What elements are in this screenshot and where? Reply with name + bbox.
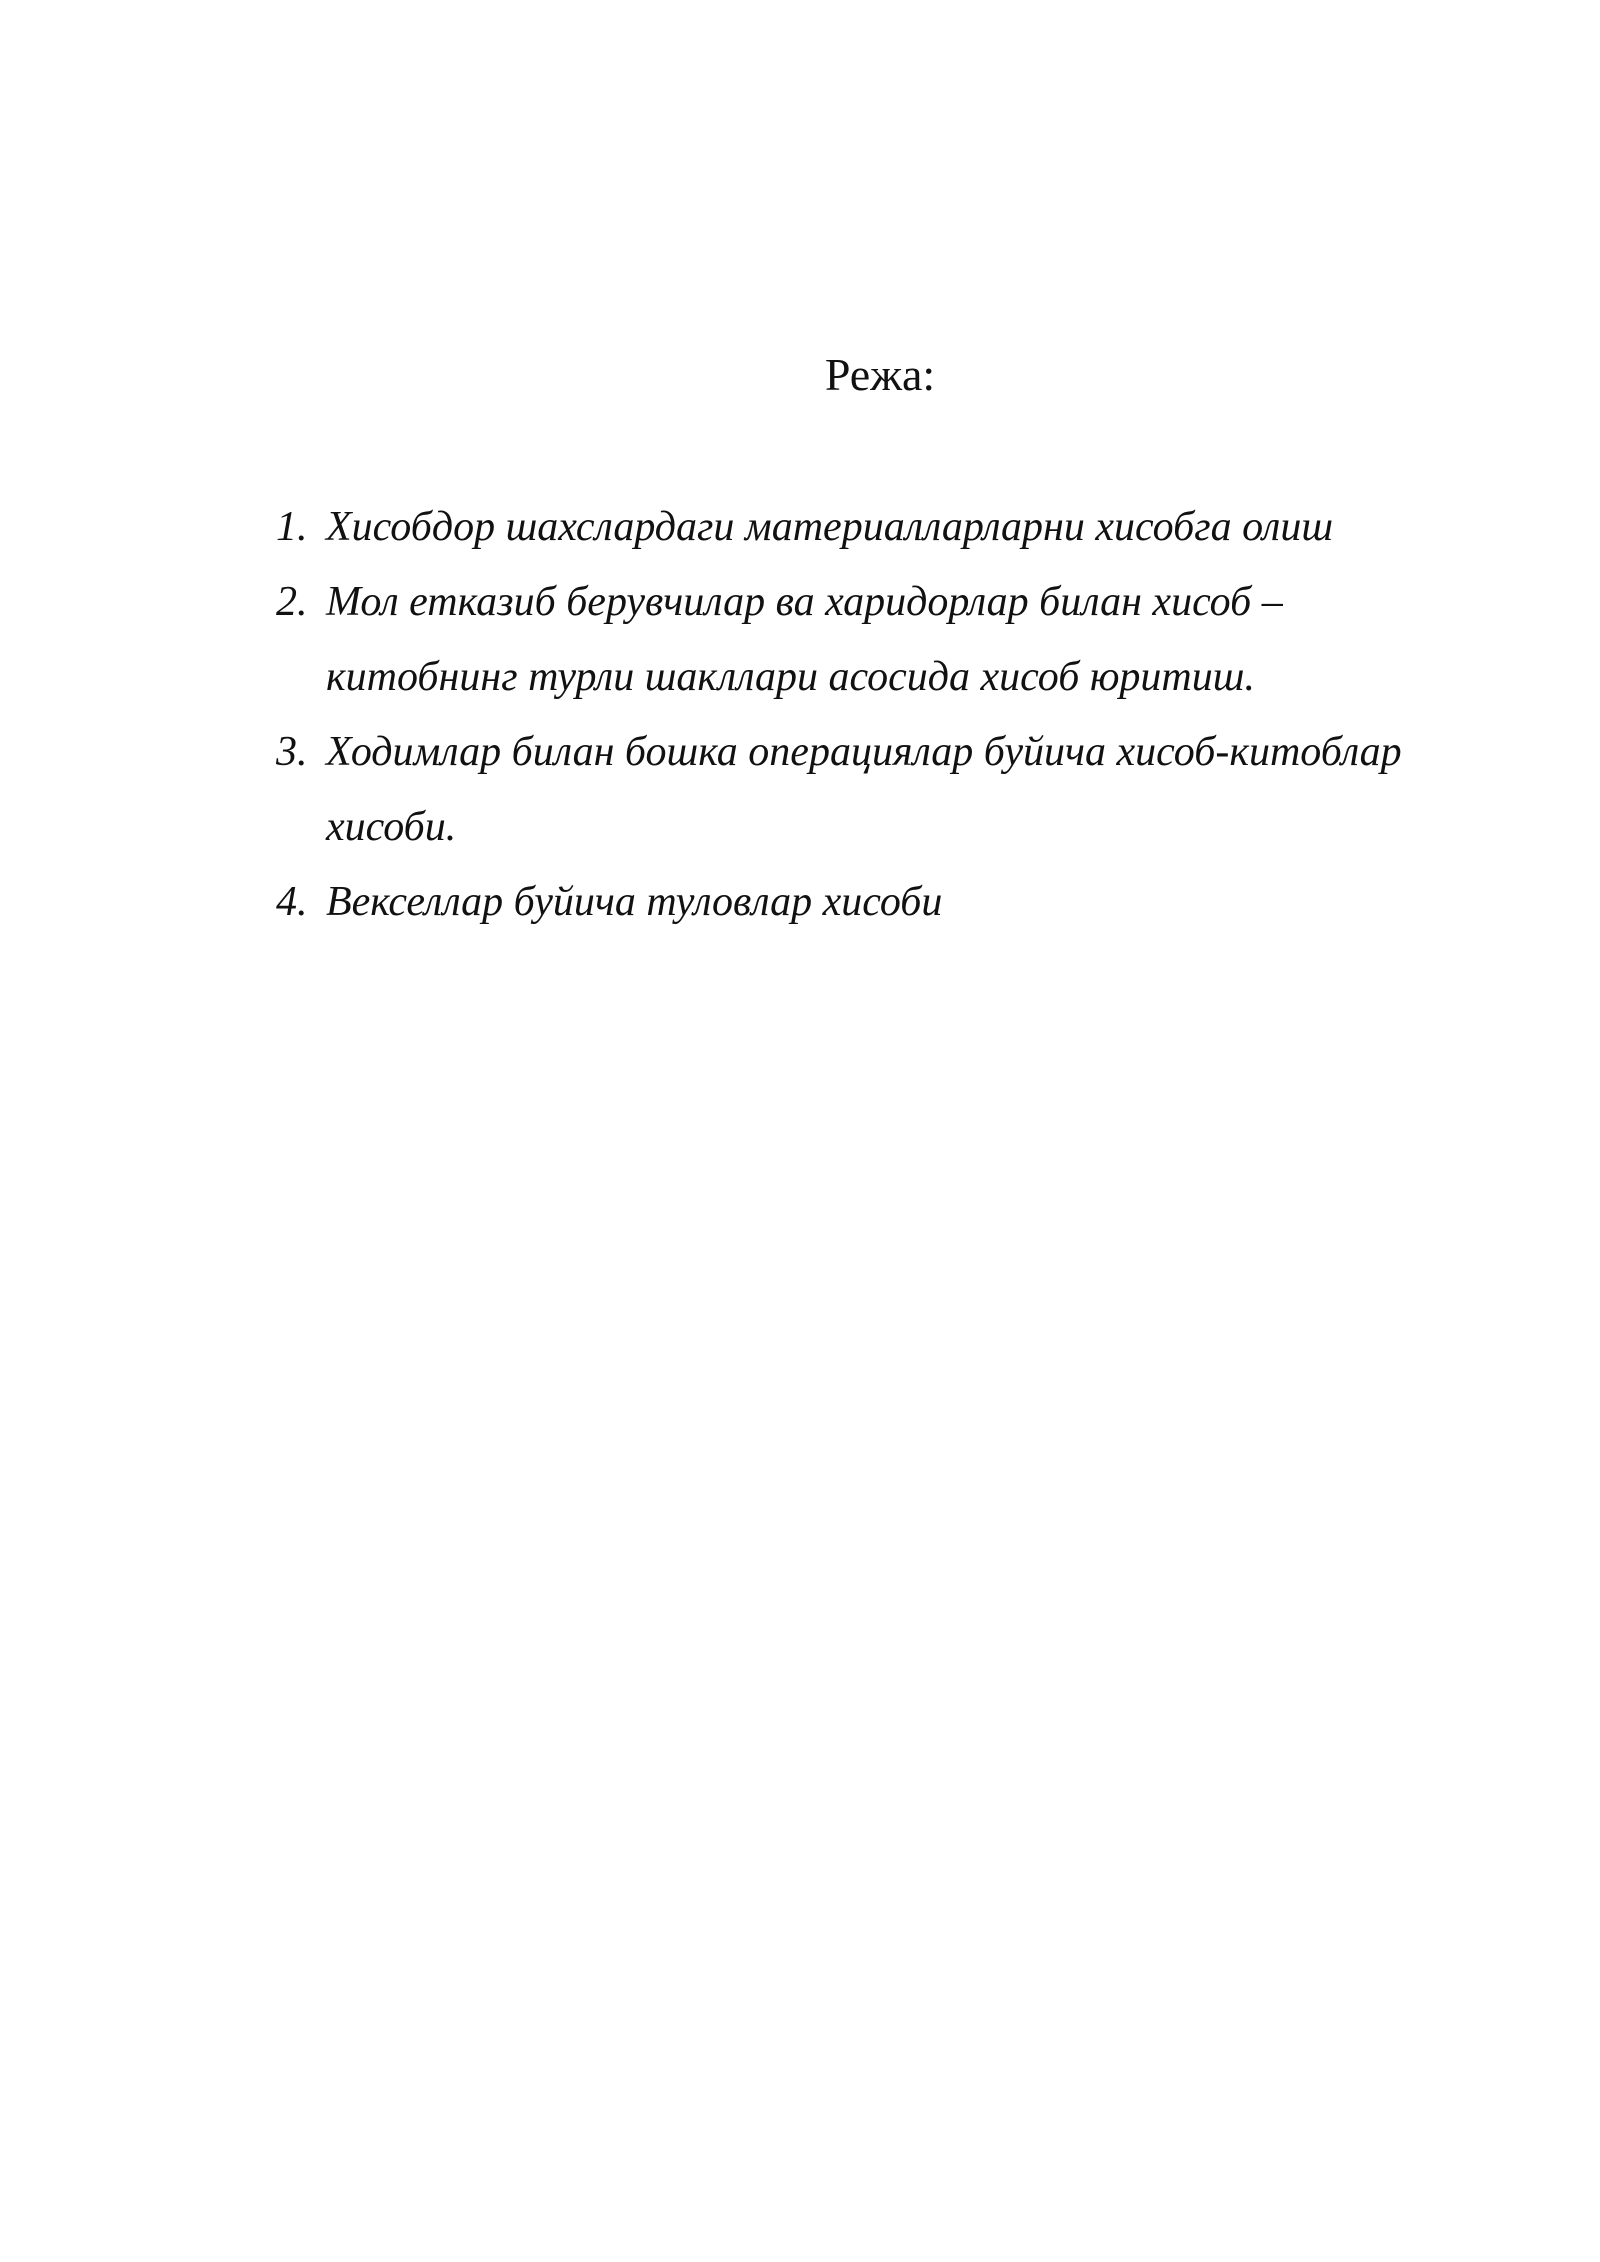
list-item: [276, 565, 1456, 715]
list-item-number: 1.: [276, 504, 308, 550]
list-item-number: 4.: [276, 879, 308, 925]
list-item-text: Хисобдор шахслардаги материалларларни хисобга олиш: [326, 504, 1334, 550]
page-title: Режа:: [824, 349, 936, 400]
list-item: [276, 715, 1456, 865]
plan-list: [276, 490, 1456, 940]
list-item-text: Ходимлар билан бошка операциялар буйича хисоб-китоблар хисоби.: [326, 729, 1402, 850]
list-item-number: 3.: [276, 729, 308, 775]
list-item-text: Векселлар буйича туловлар хисоби: [326, 879, 943, 925]
list-item: [276, 490, 1456, 565]
list-item-text: Мол етказиб берувчилар ва харидорлар билан хисоб – китобнинг турли шакллари асосида хисоб юритиш.: [326, 579, 1283, 700]
list-item: [276, 865, 1456, 940]
list-item-number: 2.: [276, 579, 308, 625]
